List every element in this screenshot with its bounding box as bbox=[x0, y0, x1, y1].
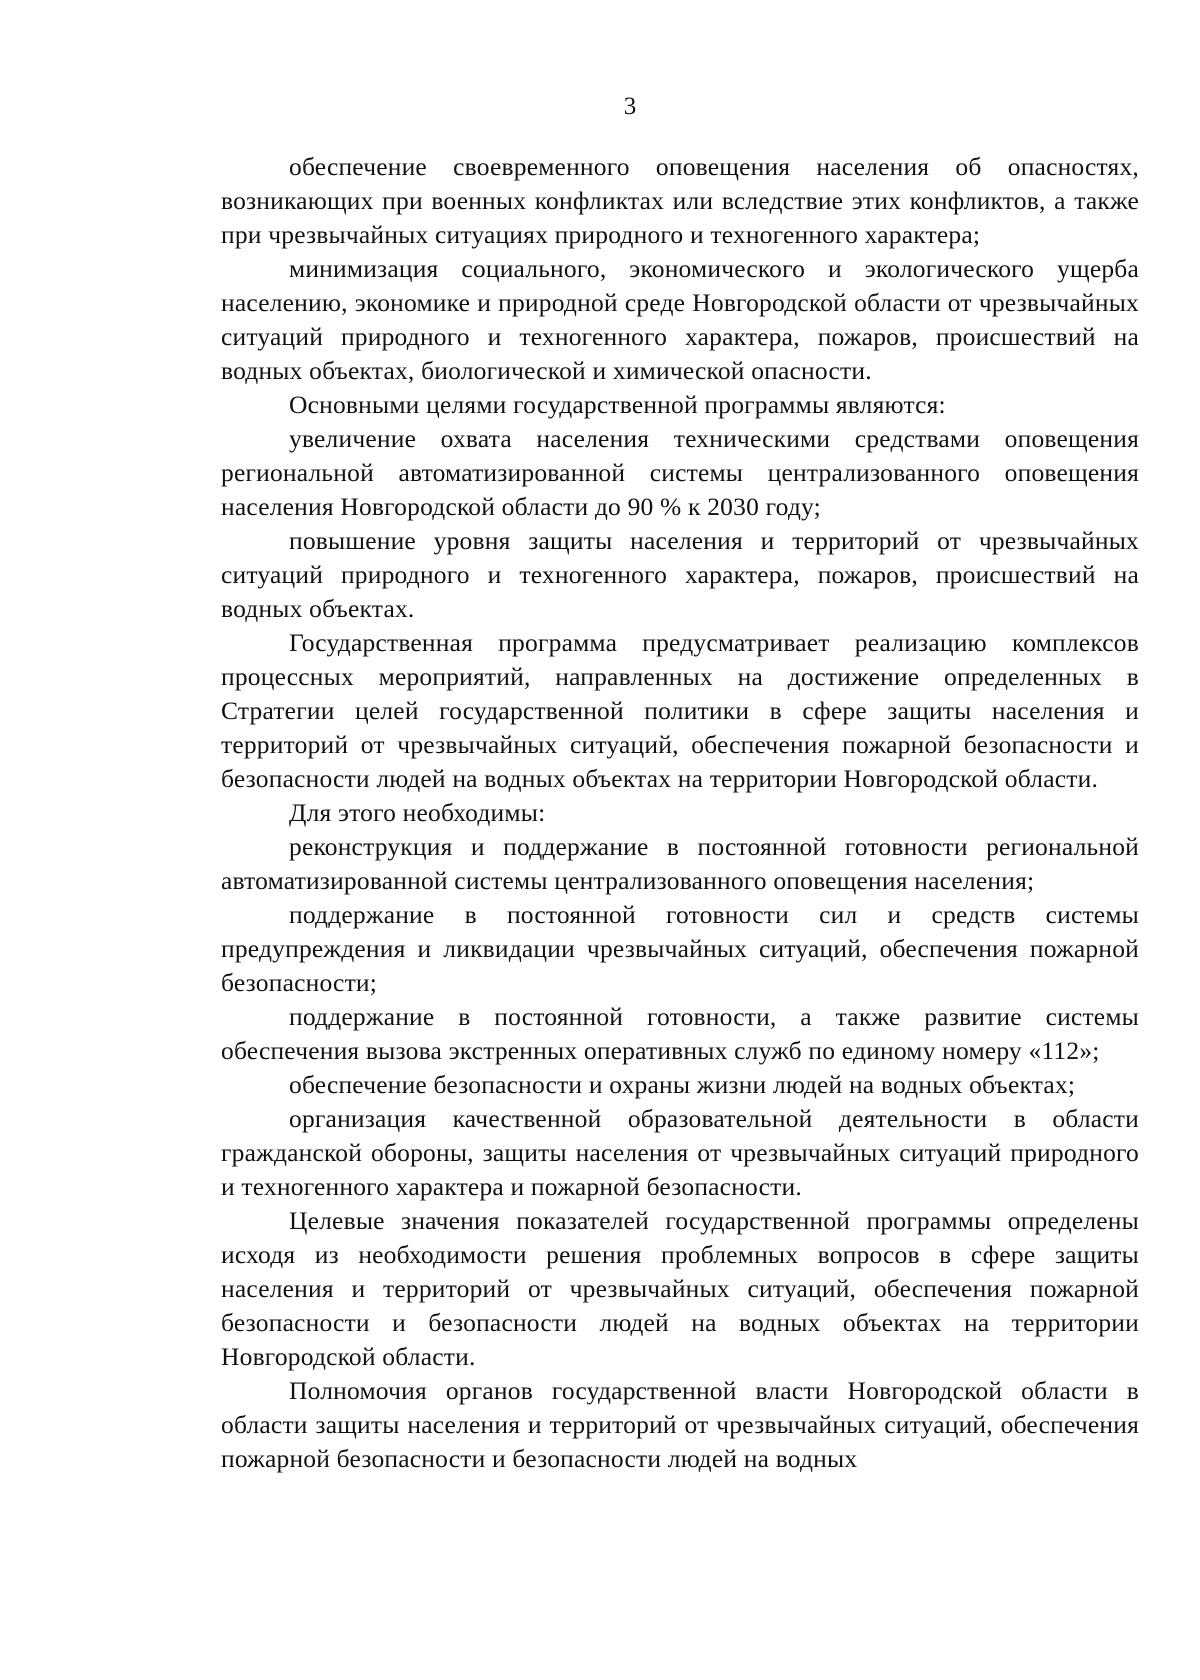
document-body bbox=[221, 150, 1139, 1476]
paragraph: реконструкция и поддержание в постоянной готовности региональной автоматизированной системы централизованного оповещения населения; bbox=[221, 832, 1139, 895]
paragraph: Для этого необходимы: bbox=[289, 798, 546, 827]
page-number: 3 bbox=[623, 93, 637, 120]
paragraph: Полномочия органов государственной власти Новгородской области в области защиты населения и территорий от чрезвычайных ситуаций, обеспечения пожарной безопасности и безопасности людей на водных bbox=[221, 1376, 1139, 1473]
paragraph: минимизация социального, экономического и экологического ущерба населению, экономике и природной среде Новгородской области от чрезвычайных ситуаций природного и техногенного характера, пожаров, происшествий на водных объектах, биологической и химической опасности. bbox=[221, 254, 1139, 385]
paragraph: Целевые значения показателей государственной программы определены исходя из необходимости решения проблемных вопросов в сфере защиты населения и территорий от чрезвычайных ситуаций, обеспечения пожарной безопасности и безопасности людей на водных объектах на территории Новгородской области. bbox=[221, 1206, 1139, 1371]
paragraph: обеспечение безопасности и охраны жизни людей на водных объектах; bbox=[289, 1070, 1076, 1099]
paragraph: Государственная программа предусматривает реализацию комплексов процессных мероприятий, направленных на достижение определенных в Стратегии целей государственной политики в сфере защиты населения и территорий от чрезвычайных ситуаций, обеспечения пожарной безопасности и безопасности людей на водных объектах на территории Новгородской области. bbox=[221, 628, 1139, 793]
paragraph: Основными целями государственной программы являются: bbox=[289, 390, 946, 419]
paragraph: поддержание в постоянной готовности, а также развитие системы обеспечения вызова экстренных оперативных служб по единому номеру «112»; bbox=[221, 1002, 1139, 1065]
paragraph: организация качественной образовательной деятельности в области гражданской обороны, защиты населения от чрезвычайных ситуаций природного и техногенного характера и пожарной безопасности. bbox=[221, 1104, 1139, 1201]
paragraph: поддержание в постоянной готовности сил и средств системы предупреждения и ликвидации чрезвычайных ситуаций, обеспечения пожарной безопасности; bbox=[221, 900, 1139, 997]
paragraph: увеличение охвата населения техническими средствами оповещения региональной автоматизированной системы централизованного оповещения населения Новгородской области до 90 % к 2030 году; bbox=[221, 424, 1139, 521]
paragraph: обеспечение своевременного оповещения населения об опасностях, возникающих при военных конфликтах или вследствие этих конфликтов, а также при чрезвычайных ситуациях природного и техногенного характера; bbox=[221, 152, 1139, 249]
paragraph: повышение уровня защиты населения и территорий от чрезвычайных ситуаций природного и техногенного характера, пожаров, происшествий на водных объектах. bbox=[221, 526, 1139, 623]
